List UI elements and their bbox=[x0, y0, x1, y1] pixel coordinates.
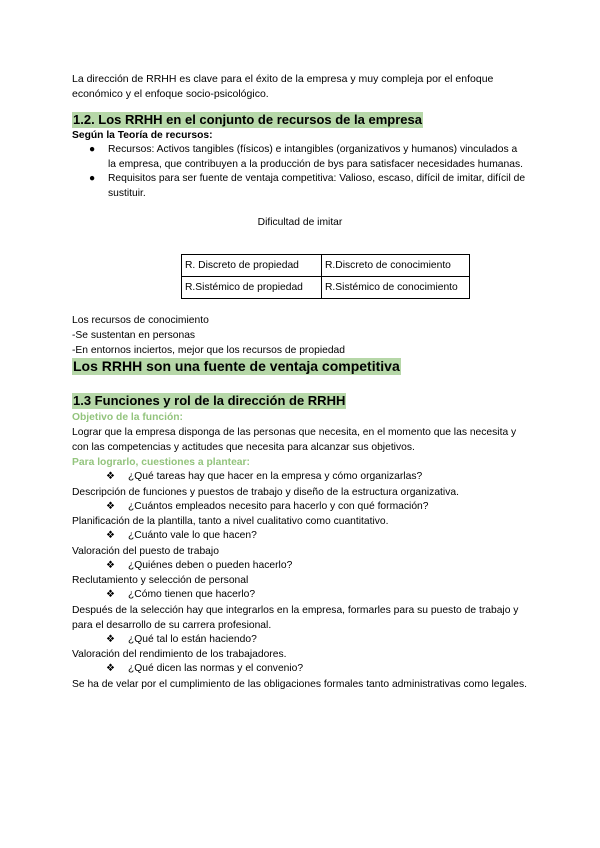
answer-text: Valoración del rendimiento de los trabajadores. bbox=[72, 649, 287, 660]
question-item: ❖ ¿Cómo tienen que hacerlo? bbox=[72, 588, 528, 603]
diamond-bullet-icon: ❖ bbox=[106, 500, 115, 512]
answer-text: Planificación de la plantilla, tanto a nivel cualitativo como cuantitativo. bbox=[72, 516, 389, 527]
question-item: ❖ ¿Quiénes deben o pueden hacerlo? bbox=[72, 559, 528, 574]
question-item: ❖ ¿Cuánto vale lo que hacen? bbox=[72, 529, 528, 544]
answer-text: Descripción de funciones y puestos de trabajo y diseño de la estructura organizativa. bbox=[72, 486, 459, 498]
table-cell: R.Discreto de conocimiento bbox=[322, 255, 470, 277]
table-caption: Dificultad de imitar bbox=[257, 217, 343, 228]
answer-text: Valoración del puesto de trabajo bbox=[72, 545, 219, 557]
bullet-list bbox=[72, 143, 528, 201]
question-item: ❖ ¿Qué dicen las normas y el convenio? bbox=[72, 662, 528, 677]
table-row bbox=[182, 277, 470, 299]
diamond-bullet-icon: ❖ bbox=[106, 559, 115, 571]
answer-text: Reclutamiento y selección de personal bbox=[72, 575, 249, 586]
table-cell: R. Discreto de propiedad bbox=[182, 255, 322, 277]
knowledge-resources-line: -Se sustentan en personas bbox=[72, 330, 196, 341]
list-item: ● Recursos: Activos tangibles (físicos) e intangibles (organizativos y humanos) vinculados a la empresa, que contribuyen a la producción de bys para satisfacer necesidades humanas. bbox=[89, 144, 523, 170]
diamond-bullet-icon: ❖ bbox=[106, 530, 115, 541]
bullet-icon: ● bbox=[89, 173, 96, 184]
diamond-bullet-icon: ❖ bbox=[106, 663, 115, 674]
section-heading-1-2: 1.2. Los RRHH en el conjunto de recursos de la empresa bbox=[73, 112, 422, 127]
question-item: ❖ ¿Cuántos empleados necesito para hacerlo y con qué formación? bbox=[72, 500, 528, 515]
objective-text: Lograr que la empresa disponga de las personas que necesita, en el momento que las necesita y con las competencias y actitudes que necesita para alcanzar sus objetivos. bbox=[72, 427, 517, 453]
objective-label: Objetivo de la función: bbox=[72, 412, 183, 423]
table-cell: R.Sistémico de propiedad bbox=[182, 277, 322, 299]
document-page bbox=[72, 72, 528, 692]
answer-text: Se ha de velar por el cumplimiento de las obligaciones formales tanto administrativas como legales. bbox=[72, 678, 528, 690]
bullet-icon: ● bbox=[89, 144, 96, 155]
knowledge-resources-line: -En entornos inciertos, mejor que los recursos de propiedad bbox=[72, 345, 346, 356]
section-heading-1-3: 1.3 Funciones y rol de la dirección de RRHH bbox=[73, 393, 346, 408]
diamond-bullet-icon: ❖ bbox=[106, 633, 115, 645]
resources-table bbox=[181, 254, 470, 299]
questions-list bbox=[72, 470, 528, 692]
intro-paragraph: La dirección de RRHH es clave para el éxito de la empresa y muy compleja por el enfoque económico y el enfoque socio-psicológico. bbox=[72, 73, 494, 100]
knowledge-resources-line: Los recursos de conocimiento bbox=[72, 315, 209, 326]
subheading-teoria-recursos: Según la Teoría de recursos: bbox=[72, 130, 213, 141]
table-row bbox=[182, 255, 470, 277]
question-item: ❖ ¿Qué tareas hay que hacer en la empresa y cómo organizarlas? bbox=[72, 470, 528, 485]
questions-label: Para lograrlo, cuestiones a plantear: bbox=[72, 457, 250, 468]
table-cell: R.Sistémico de conocimiento bbox=[322, 277, 470, 299]
diamond-bullet-icon: ❖ bbox=[106, 471, 115, 482]
question-item: ❖ ¿Qué tal lo están haciendo? bbox=[72, 633, 528, 648]
list-item: ● Requisitos para ser fuente de ventaja competitiva: Valioso, escaso, difícil de imitar, difícil de sustituir. bbox=[89, 173, 526, 199]
diamond-bullet-icon: ❖ bbox=[106, 589, 115, 600]
competitive-advantage-highlight: Los RRHH son una fuente de ventaja competitiva bbox=[73, 358, 400, 374]
answer-text: Después de la selección hay que integrarlos en la empresa, formarles para su puesto de trabajo y para el desarrollo de su carrera profesional. bbox=[72, 604, 519, 631]
